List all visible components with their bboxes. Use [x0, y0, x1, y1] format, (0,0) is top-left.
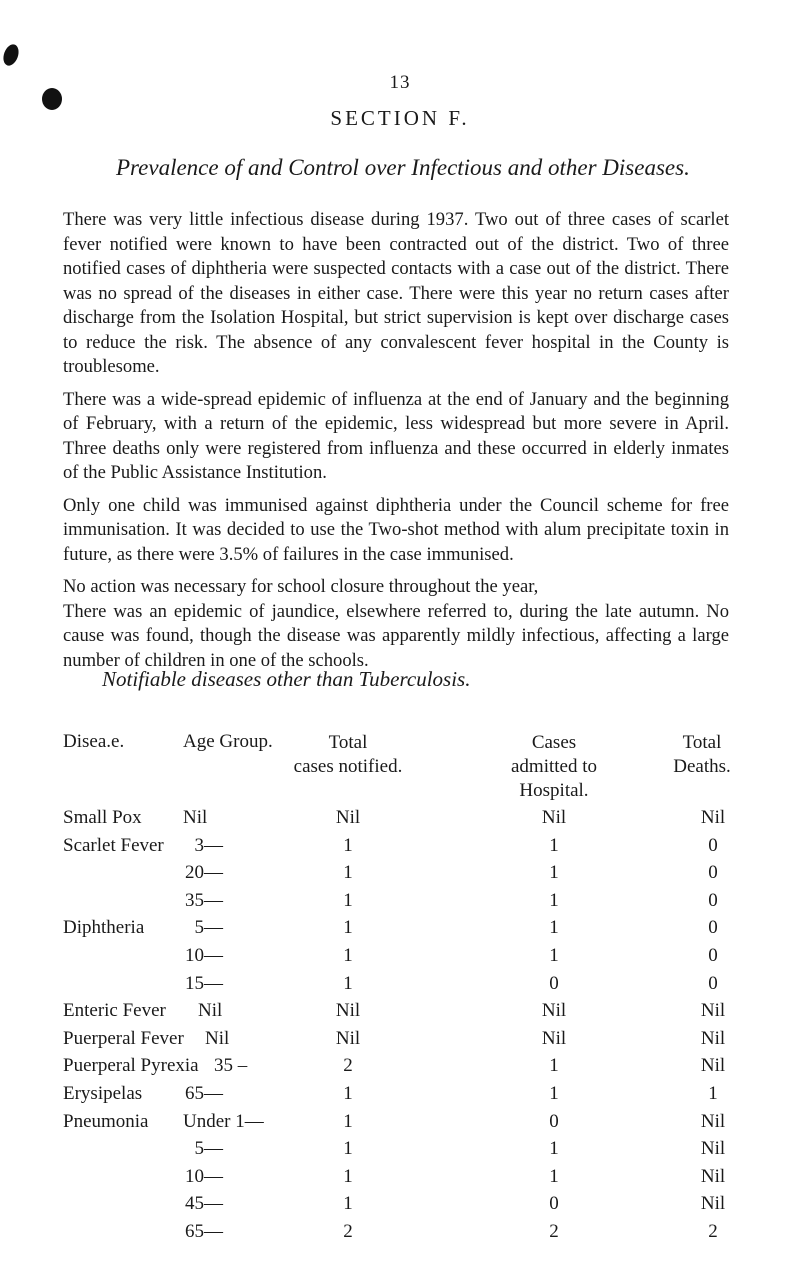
deaths-value: Nil — [700, 1165, 726, 1187]
age-group: 35 – — [214, 1055, 248, 1077]
deaths-value: Nil — [700, 1000, 726, 1022]
age-group: 3— — [194, 834, 223, 856]
admitted-value: 0 — [549, 1193, 559, 1215]
disease-name: Puerperal Fever — [63, 1027, 184, 1049]
age-group: Nil — [205, 1027, 230, 1049]
admitted-value: 1 — [549, 889, 559, 911]
admitted-value: 1 — [549, 917, 559, 939]
deaths-value: Nil — [700, 1110, 726, 1132]
admitted-value: 2 — [549, 1221, 559, 1242]
admitted-value: Nil — [541, 1027, 567, 1049]
admitted-value: Nil — [541, 1000, 567, 1022]
notified-value: Nil — [335, 1000, 361, 1022]
deaths-value: Nil — [700, 807, 726, 828]
header-notified — [258, 731, 438, 779]
admitted-value: 1 — [549, 1165, 559, 1187]
table-title: Notifiable diseases other than Tuberculosis. — [102, 667, 471, 691]
age-group: 35— — [185, 889, 223, 911]
deaths-value: Nil — [700, 1055, 726, 1077]
deaths-value: 1 — [708, 1083, 718, 1104]
admitted-value: 1 — [549, 1055, 559, 1077]
header-notified-line: Total — [328, 732, 368, 753]
header-admitted-line: admitted to — [510, 756, 597, 777]
notified-value: 1 — [343, 862, 353, 884]
deaths-value: 0 — [708, 862, 718, 884]
notified-value: 1 — [343, 834, 353, 856]
paragraph: There was a wide-spread epidemic of influenza at the end of January and the beginning of February, with a return of the epidemic, less widespread but more severe in April. Three deaths only were registered from influenza and these occurred in elderly inmates of the Public Assistance Institution. — [63, 388, 729, 483]
notified-value: 2 — [343, 1221, 353, 1242]
notified-value: 1 — [343, 945, 353, 966]
admitted-value: 0 — [549, 972, 559, 994]
paragraph: There was very little infectious disease during 1937. Two out of three cases of scarlet fever notified were known to have been contracted out of the district. Two of three notified cases of diphtheria were suspected contacts with a case out of the district. There was no spread of the diseases in either case. There were this year no return cases after discharge from the Isolation Hospital, but strict supervision is kept over discharge cases to reduce the risk. The absence of any convalescent fever hospital in the County is troublesome. — [63, 209, 729, 377]
admitted-value: 1 — [549, 1138, 559, 1160]
admitted-value: 0 — [549, 1110, 559, 1132]
age-group: 10— — [185, 945, 223, 966]
page-title: Prevalence of and Control over Infectious and other Diseases. — [116, 155, 690, 180]
admitted-value: 1 — [549, 945, 559, 966]
header-notified-line: cases notified. — [293, 756, 403, 777]
notified-value: Nil — [335, 1027, 361, 1049]
age-group: 15— — [185, 972, 223, 994]
paragraph: No action was necessary for school closure throughout the year, — [63, 576, 539, 597]
disease-name: Diphtheria — [63, 917, 145, 939]
disease-name: Scarlet Fever — [63, 834, 164, 856]
header-admitted — [464, 731, 644, 803]
notified-value: 1 — [343, 972, 353, 994]
notified-value: 1 — [343, 917, 353, 939]
admitted-value: 1 — [549, 834, 559, 856]
deaths-value: 2 — [708, 1221, 718, 1242]
disease-name: Puerperal Pyrexia — [63, 1055, 199, 1077]
deaths-value: 0 — [708, 945, 718, 966]
disease-name: Small Pox — [63, 807, 142, 828]
age-group: 10— — [185, 1165, 223, 1187]
age-group: Under 1— — [183, 1110, 264, 1132]
notified-value: 1 — [343, 1110, 353, 1132]
admitted-value: 1 — [549, 862, 559, 884]
header-deaths — [632, 731, 772, 779]
deaths-value: 0 — [708, 972, 718, 994]
notified-value: 1 — [343, 889, 353, 911]
notified-value: 1 — [343, 1138, 353, 1160]
page-number: 13 — [389, 72, 411, 93]
deaths-value: Nil — [700, 1138, 726, 1160]
paragraph: Only one child was immunised against diphtheria under the Council scheme for free immunisation. It was decided to use the Two-shot method with alum precipitate toxin in future, as there were 3.5% of failures in the case immunised. — [63, 494, 729, 565]
disease-name: Enteric Fever — [63, 1000, 166, 1022]
header-age-group: Age Group. — [183, 731, 273, 752]
admitted-value: 1 — [549, 1083, 559, 1104]
disease-name: Erysipelas — [63, 1083, 143, 1104]
deaths-value: 0 — [708, 917, 718, 939]
header-admitted-line: Cases — [531, 732, 577, 753]
age-group: 65— — [185, 1221, 223, 1242]
notified-value: 2 — [343, 1055, 353, 1077]
deaths-value: Nil — [700, 1193, 726, 1215]
notified-value: 1 — [343, 1193, 353, 1215]
age-group: 45— — [185, 1193, 223, 1215]
header-disease: Disea.e. — [63, 731, 125, 752]
section-heading: SECTION F. — [330, 106, 470, 130]
notified-value: 1 — [343, 1083, 353, 1104]
header-admitted-line: Hospital. — [519, 780, 589, 801]
notified-value: 1 — [343, 1165, 353, 1187]
admitted-value: Nil — [541, 807, 567, 828]
age-group: 5— — [194, 1138, 223, 1160]
age-group: Nil — [198, 1000, 223, 1022]
age-group: 20— — [185, 862, 223, 884]
header-deaths-line: Total — [682, 732, 722, 753]
age-group: 5— — [194, 917, 223, 939]
notified-value: Nil — [335, 807, 361, 828]
deaths-value: Nil — [700, 1027, 726, 1049]
deaths-value: 0 — [708, 834, 718, 856]
age-group: Nil — [183, 807, 208, 828]
paragraph: There was an epidemic of jaundice, elsewhere referred to, during the late autumn. No cause was found, though the disease was apparently mildly infectious, affecting a large number of children in one of the schools. — [63, 600, 729, 671]
header-deaths-line: Deaths. — [673, 756, 731, 777]
age-group: 65— — [185, 1083, 223, 1104]
deaths-value: 0 — [708, 889, 718, 911]
disease-name: Pneumonia — [63, 1110, 149, 1132]
